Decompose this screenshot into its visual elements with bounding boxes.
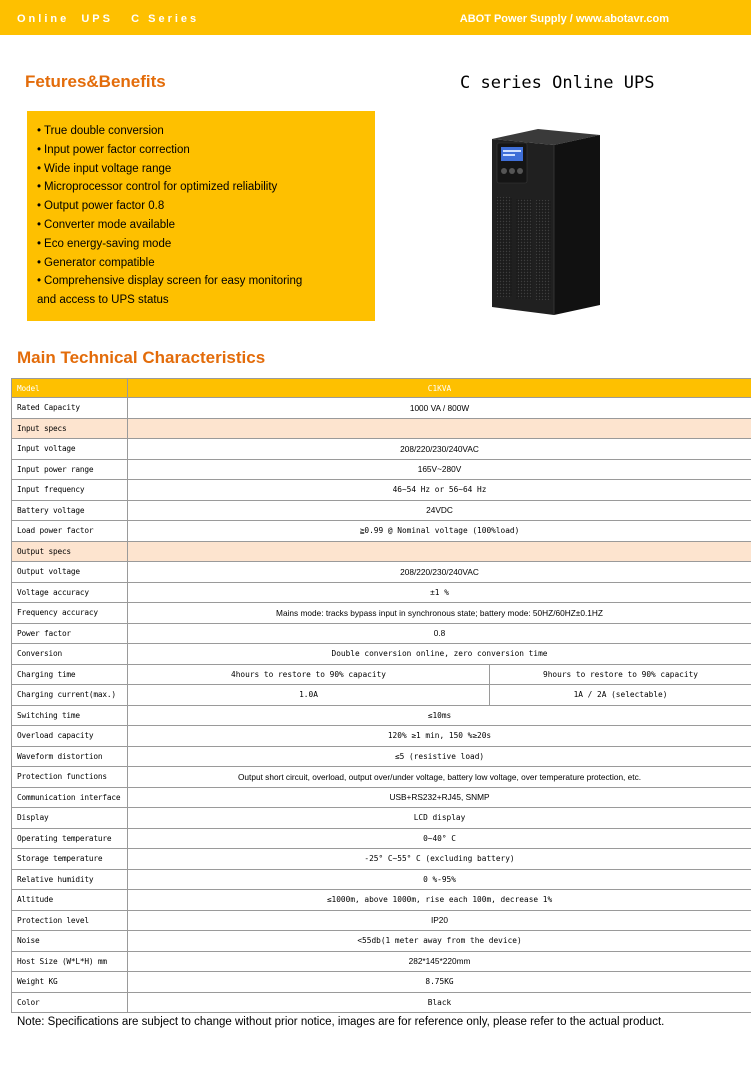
spec-value: USB+RS232+RJ45, SNMP — [128, 787, 751, 808]
spec-label: Power factor — [12, 623, 128, 644]
spec-value: 208/220/230/240VAC — [128, 562, 751, 583]
spec-label: Protection level — [12, 910, 128, 931]
product-title: C series Online UPS — [460, 73, 655, 93]
table-row — [12, 459, 751, 480]
bullet-icon: • — [37, 275, 42, 288]
model-value: C1KVA — [128, 379, 751, 398]
table-row — [12, 439, 751, 460]
spec-value: 1.0A — [128, 685, 490, 706]
spec-value: 1000 VA / 800W — [128, 398, 751, 419]
table-row — [12, 992, 751, 1013]
bullet-icon: • — [37, 143, 42, 156]
table-row — [12, 726, 751, 747]
spec-label: Operating temperature — [12, 828, 128, 849]
spec-label: Voltage accuracy — [12, 582, 128, 603]
table-row — [12, 644, 751, 665]
feature-text: Generator compatible — [44, 256, 155, 269]
bullet-icon: • — [37, 237, 42, 250]
spec-value: Black — [128, 992, 751, 1013]
spec-label: Frequency accuracy — [12, 603, 128, 624]
footer-note: Note: Specifications are subject to change without prior notice, images are for reference only, please refer to the actual product. — [17, 1016, 665, 1028]
spec-label: Weight KG — [12, 972, 128, 993]
spec-value: 208/220/230/240VAC — [128, 439, 751, 460]
feature-item — [37, 122, 365, 141]
table-row — [12, 869, 751, 890]
feature-text: Eco energy-saving mode — [44, 237, 172, 250]
table-row — [12, 972, 751, 993]
ups-product-image — [478, 127, 603, 317]
model-label: Model — [12, 379, 128, 398]
spec-value: 4hours to restore to 90% capacity — [128, 664, 490, 685]
feature-item — [37, 178, 365, 197]
feature-item — [37, 291, 365, 310]
spec-label: Overload capacity — [12, 726, 128, 747]
spec-value: 0~40° C — [128, 828, 751, 849]
spec-value: ≤5 (resistive load) — [128, 746, 751, 767]
table-header-row — [12, 379, 751, 398]
bullet-icon: • — [37, 125, 42, 137]
table-row — [12, 480, 751, 501]
section-row — [12, 418, 751, 439]
table-row — [12, 582, 751, 603]
spec-value: 8.75KG — [128, 972, 751, 993]
feature-text: Output power factor 0.8 — [44, 200, 165, 213]
spec-label: Display — [12, 808, 128, 829]
table-row — [12, 685, 751, 706]
table-row — [12, 828, 751, 849]
feature-item — [37, 216, 365, 235]
spec-label: Input power range — [12, 459, 128, 480]
spec-value: Double conversion online, zero conversion time — [128, 644, 751, 665]
spec-label: Battery voltage — [12, 500, 128, 521]
bullet-icon: • — [37, 200, 42, 213]
section-fill — [128, 418, 751, 439]
top-banner — [0, 0, 751, 35]
spec-value: 282*145*220mm — [128, 951, 751, 972]
header-brand-website: ABOT Power Supply / www.abotavr.com — [459, 13, 669, 25]
table-row — [12, 931, 751, 952]
spec-value: -25° C~55° C (excluding battery) — [128, 849, 751, 870]
feature-item — [37, 272, 365, 291]
table-row — [12, 910, 751, 931]
feature-text: Wide input voltage range — [44, 162, 172, 175]
table-row — [12, 767, 751, 788]
table-row — [12, 787, 751, 808]
spec-value: Mains mode: tracks bypass input in synchronous state; battery mode: 50HZ/60HZ±0.1HZ — [128, 603, 751, 624]
table-row — [12, 890, 751, 911]
feature-item — [37, 197, 365, 216]
spec-value: 24VDC — [128, 500, 751, 521]
spec-label: Rated Capacity — [12, 398, 128, 419]
spec-label: Protection functions — [12, 767, 128, 788]
spec-value: 120% ≥1 min, 150 %≥20s — [128, 726, 751, 747]
table-row — [12, 808, 751, 829]
table-row — [12, 849, 751, 870]
feature-item — [37, 235, 365, 254]
section-fill — [128, 541, 751, 562]
feature-text: Input power factor correction — [44, 143, 190, 156]
spec-value: 46~54 Hz or 56~64 Hz — [128, 480, 751, 501]
feature-text: Comprehensive display screen for easy monitoring — [44, 275, 303, 288]
specs-table — [11, 378, 751, 1013]
section-label: Output specs — [12, 541, 128, 562]
spec-value: Output short circuit, overload, output over/under voltage, battery low voltage, over temperature protection, etc. — [128, 767, 751, 788]
ups-tower-icon — [478, 127, 603, 317]
spec-label: Noise — [12, 931, 128, 952]
spec-label: Altitude — [12, 890, 128, 911]
spec-value-alt: 9hours to restore to 90% capacity — [490, 664, 751, 685]
bullet-icon: • — [37, 181, 42, 194]
feature-item — [37, 254, 365, 273]
spec-value-alt: 1A / 2A (selectable) — [490, 685, 751, 706]
table-row — [12, 562, 751, 583]
spec-label: Charging time — [12, 664, 128, 685]
header-series-label: Online UPS C Series — [17, 13, 200, 25]
table-row — [12, 664, 751, 685]
spec-value: 0.8 — [128, 623, 751, 644]
table-row — [12, 705, 751, 726]
spec-value: ≤1000m, above 1000m, rise each 100m, decrease 1% — [128, 890, 751, 911]
feature-item — [37, 160, 365, 179]
spec-value: ≤10ms — [128, 705, 751, 726]
features-title: Fetures&Benefits — [25, 72, 166, 91]
spec-label: Communication interface — [12, 787, 128, 808]
feature-text: and access to UPS status — [37, 294, 169, 307]
table-row — [12, 746, 751, 767]
spec-value: ±1 % — [128, 582, 751, 603]
specs-title: Main Technical Characteristics — [17, 348, 266, 367]
section-row — [12, 541, 751, 562]
feature-text: True double conversion — [44, 125, 164, 137]
spec-label: Switching time — [12, 705, 128, 726]
spec-value: IP20 — [128, 910, 751, 931]
bullet-icon: • — [37, 162, 42, 175]
spec-label: Waveform distortion — [12, 746, 128, 767]
feature-text: Converter mode available — [44, 218, 176, 231]
features-box — [27, 111, 375, 321]
spec-label: Load power factor — [12, 521, 128, 542]
spec-label: Host Size (W*L*H) mm — [12, 951, 128, 972]
spec-value: LCD display — [128, 808, 751, 829]
table-row — [12, 521, 751, 542]
spec-value: ≧0.99 @ Nominal voltage (100%load) — [128, 521, 751, 542]
spec-value: 0 %-95% — [128, 869, 751, 890]
spec-label: Output voltage — [12, 562, 128, 583]
section-label: Input specs — [12, 418, 128, 439]
spec-label: Relative humidity — [12, 869, 128, 890]
table-row — [12, 623, 751, 644]
feature-item — [37, 141, 365, 160]
bullet-icon: • — [37, 218, 42, 231]
spec-label: Input voltage — [12, 439, 128, 460]
spec-label: Color — [12, 992, 128, 1013]
feature-text: Microprocessor control for optimized reliability — [44, 181, 278, 194]
table-row — [12, 951, 751, 972]
spec-value: 165V~280V — [128, 459, 751, 480]
table-row — [12, 603, 751, 624]
spec-label: Input frequency — [12, 480, 128, 501]
spec-label: Conversion — [12, 644, 128, 665]
table-row — [12, 500, 751, 521]
bullet-icon: • — [37, 256, 42, 269]
table-row — [12, 398, 751, 419]
spec-label: Storage temperature — [12, 849, 128, 870]
spec-value: <55db(1 meter away from the device) — [128, 931, 751, 952]
spec-label: Charging current(max.) — [12, 685, 128, 706]
